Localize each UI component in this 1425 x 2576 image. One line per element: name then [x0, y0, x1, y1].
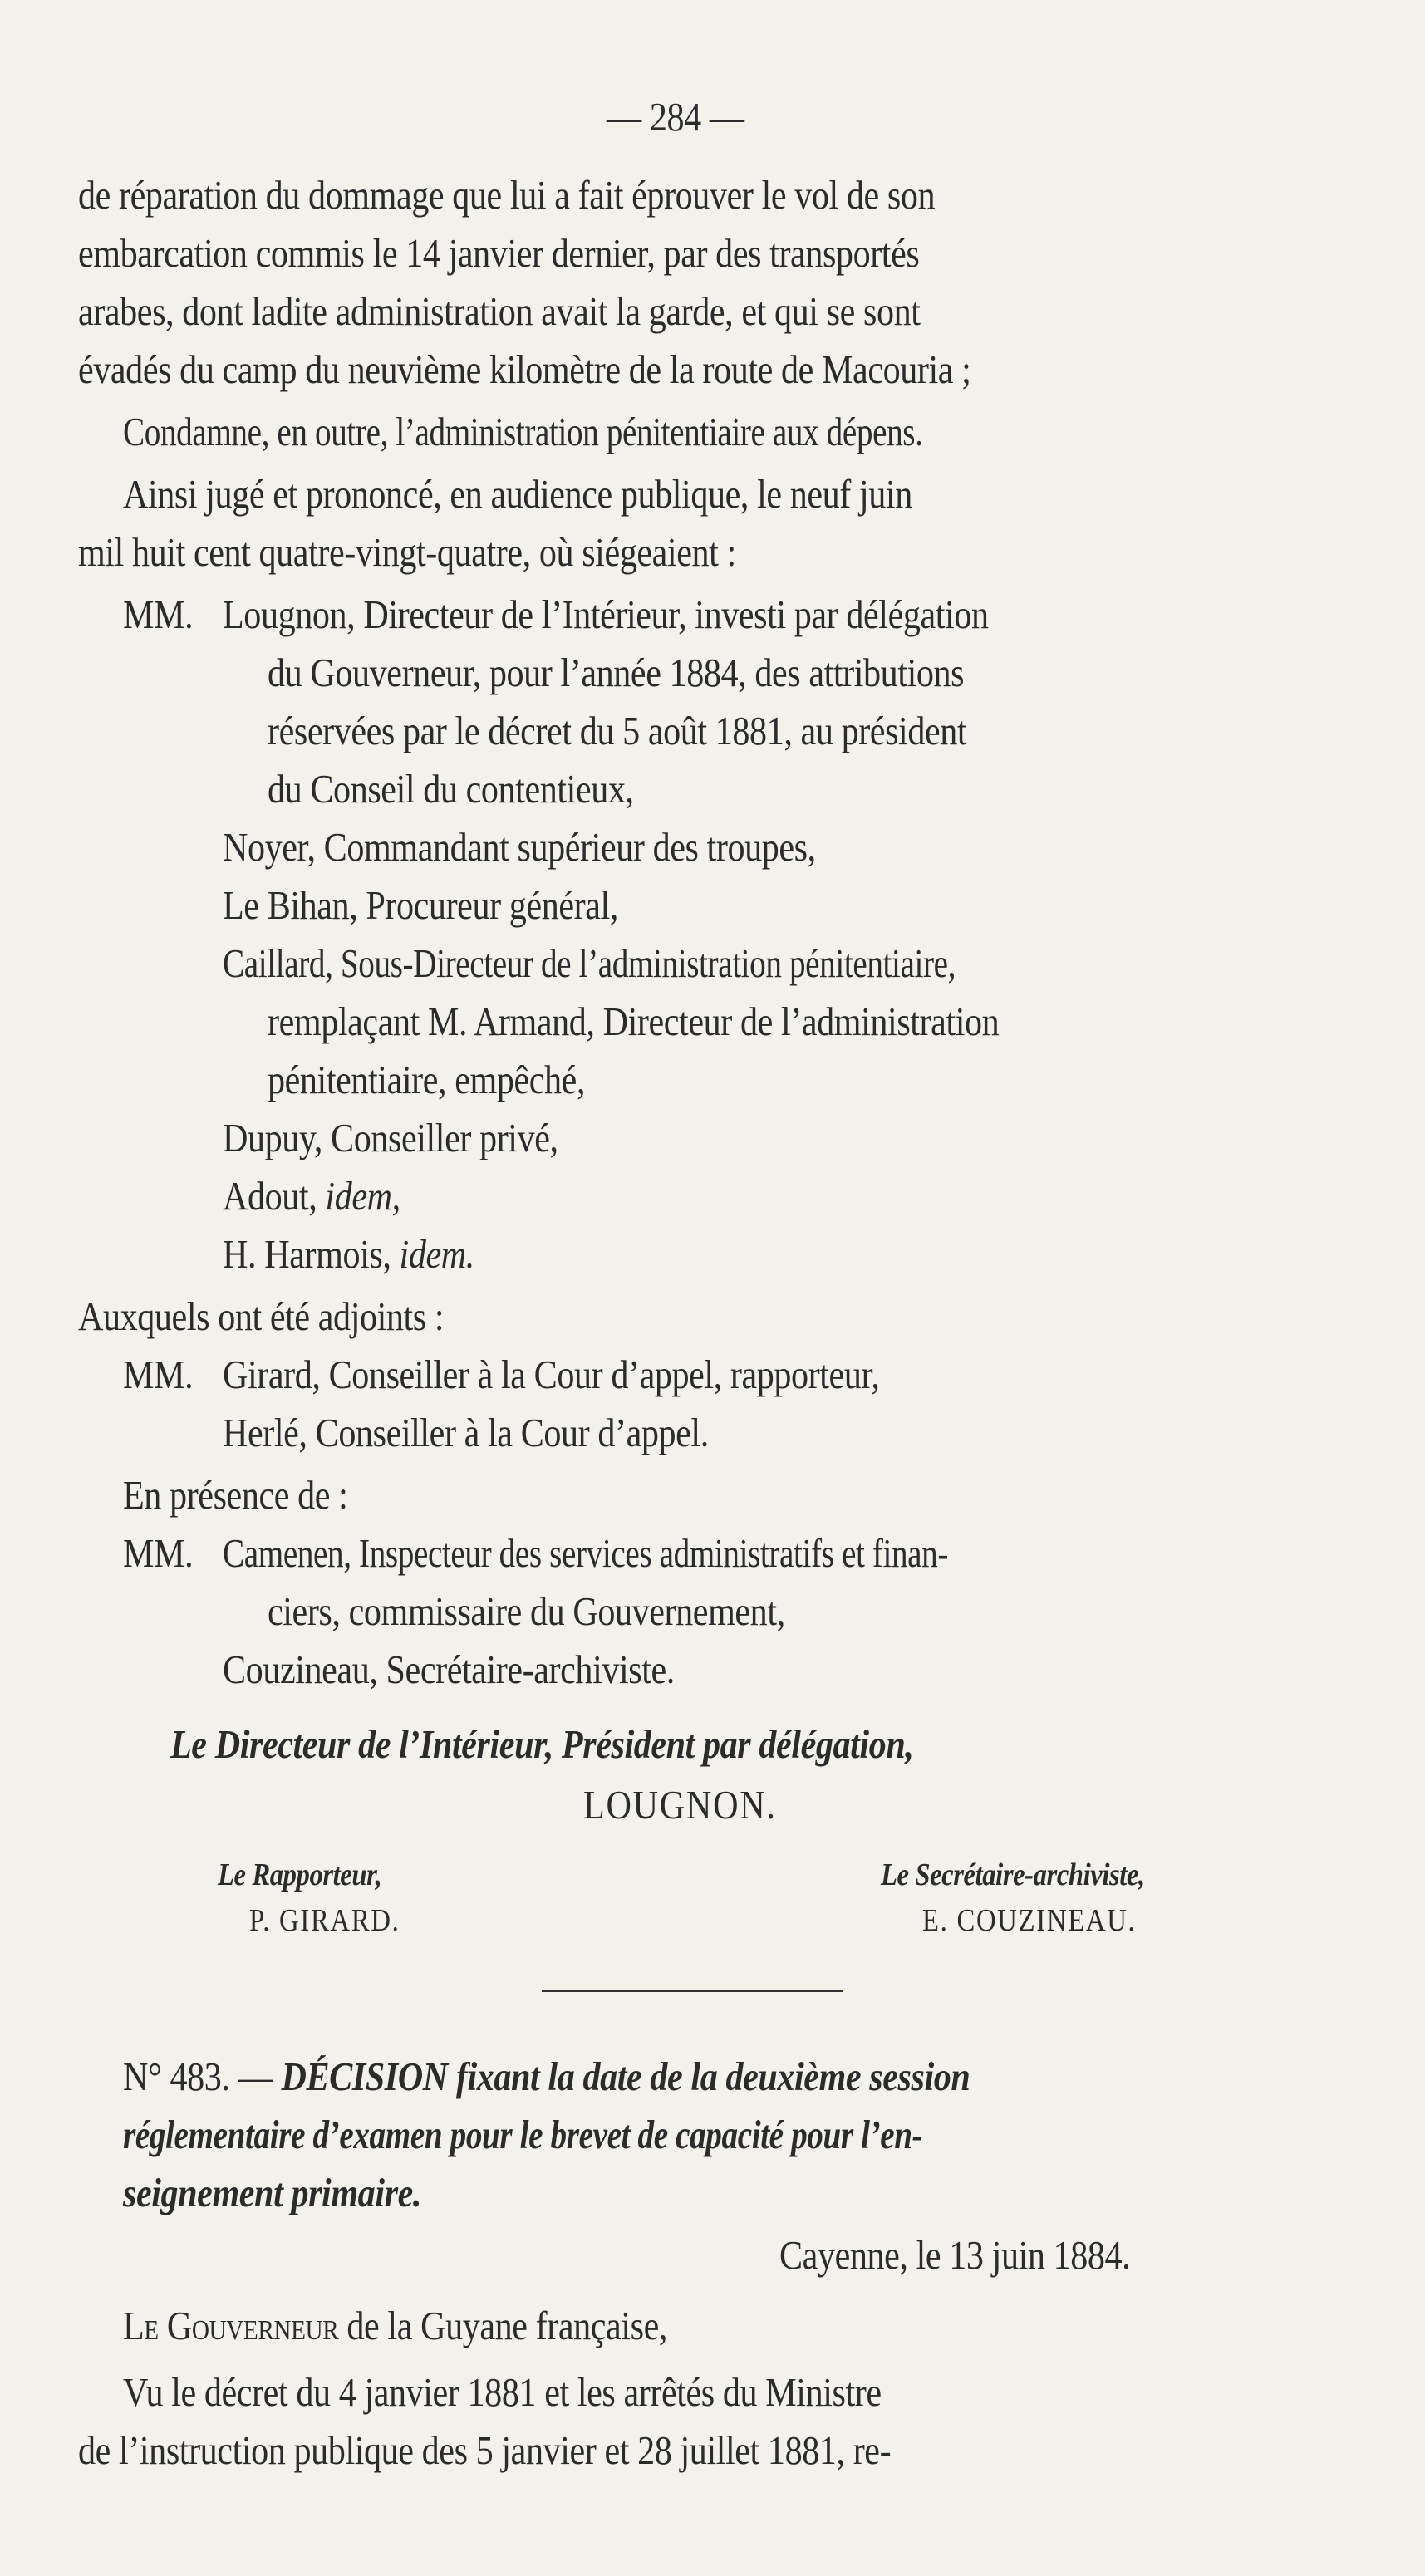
member-dupuy: Dupuy, Conseiller privé,	[223, 1115, 558, 1160]
condamne-paragraph: Condamne, en outre, l’administration pénitentiaire aux dépens.	[123, 409, 923, 454]
rapporteur-name: P. GIRARD.	[249, 1903, 400, 1938]
vu-line-2: de l’instruction publique des 5 janvier et 28 juillet 1881, re-	[78, 2427, 892, 2473]
judgment-line-4: évadés du camp du neuvième kilomètre de la route de Macouria ;	[78, 346, 971, 392]
member-lougnon-3: réservées par le décret du 5 août 1881, au président	[268, 708, 967, 753]
decision-heading-line-1	[123, 2053, 970, 2099]
judgment-line-1: de réparation du dommage que lui a fait éprouver le vol de son	[78, 172, 936, 218]
present-camenen-1: Camenen, Inspecteur des services administratifs et finan-	[223, 1530, 949, 1576]
judgment-line-2: embarcation commis le 14 janvier dernier, par des transportés	[78, 230, 920, 276]
member-adout: Adout, idem,	[223, 1173, 400, 1219]
present-camenen-2: ciers, commissaire du Gouvernement,	[268, 1588, 785, 1634]
secretaire-name: E. COUZINEAU.	[922, 1903, 1137, 1938]
president-title: Le Directeur de l’Intérieur, Président par délégation,	[170, 1721, 914, 1767]
president-name: LOUGNON.	[583, 1782, 777, 1828]
ainsi-line-1: Ainsi jugé et prononcé, en audience publique, le neuf juin	[123, 471, 912, 517]
present-couzineau: Couzineau, Secrétaire-archiviste.	[223, 1646, 675, 1692]
decision-place-date: Cayenne, le 13 juin 1884.	[779, 2232, 1131, 2278]
member-lougnon-1: Lougnon, Directeur de l’Intérieur, investi par délégation	[223, 591, 989, 637]
member-caillard-3: pénitentiaire, empêché,	[268, 1057, 586, 1102]
page-number: — 284 —	[607, 94, 744, 140]
rapporteur-title: Le Rapporteur,	[218, 1857, 382, 1892]
member-noyer: Noyer, Commandant supérieur des troupes,	[223, 824, 816, 870]
section-divider	[542, 1990, 843, 1992]
adjoints-mm: MM.	[123, 1352, 194, 1397]
adjoint-girard: Girard, Conseiller à la Cour d’appel, rapporteur,	[223, 1352, 880, 1397]
decision-number: N° 483. —	[123, 2053, 273, 2099]
decision-title-3: seignement primaire.	[123, 2170, 421, 2215]
member-lougnon-2: du Gouverneur, pour l’année 1884, des attributions	[268, 650, 965, 695]
auxquels-heading: Auxquels ont été adjoints :	[78, 1293, 445, 1339]
vu-line-1: Vu le décret du 4 janvier 1881 et les arrêtés du Ministre	[123, 2369, 882, 2415]
member-caillard-2: remplaçant M. Armand, Directeur de l’administration	[268, 999, 1000, 1044]
present-mm: MM.	[123, 1530, 194, 1576]
presence-heading: En présence de :	[123, 1472, 348, 1518]
adjoint-herle: Herlé, Conseiller à la Cour d’appel.	[223, 1410, 709, 1455]
member-harmois: H. Harmois, idem.	[223, 1231, 474, 1277]
member-lougnon-4: du Conseil du contentieux,	[268, 766, 634, 812]
ainsi-line-2: mil huit cent quatre-vingt-quatre, où siégeaient :	[78, 529, 736, 575]
member-caillard-1: Caillard, Sous-Directeur de l’administration pénitentiaire,	[223, 940, 956, 986]
judgment-line-3: arabes, dont ladite administration avait la garde, et qui se sont	[78, 288, 921, 334]
members-mm: MM.	[123, 591, 194, 637]
decision-title-2: réglementaire d’examen pour le brevet de capacité pour l’en-	[123, 2112, 923, 2157]
secretaire-title: Le Secrétaire-archiviste,	[881, 1857, 1145, 1892]
decision-title-1: DÉCISION fixant la date de la deuxième session	[281, 2053, 970, 2099]
member-lebihan: Le Bihan, Procureur général,	[223, 882, 618, 928]
governor-line: Le Gouverneur de la Guyane française,	[123, 2303, 667, 2348]
